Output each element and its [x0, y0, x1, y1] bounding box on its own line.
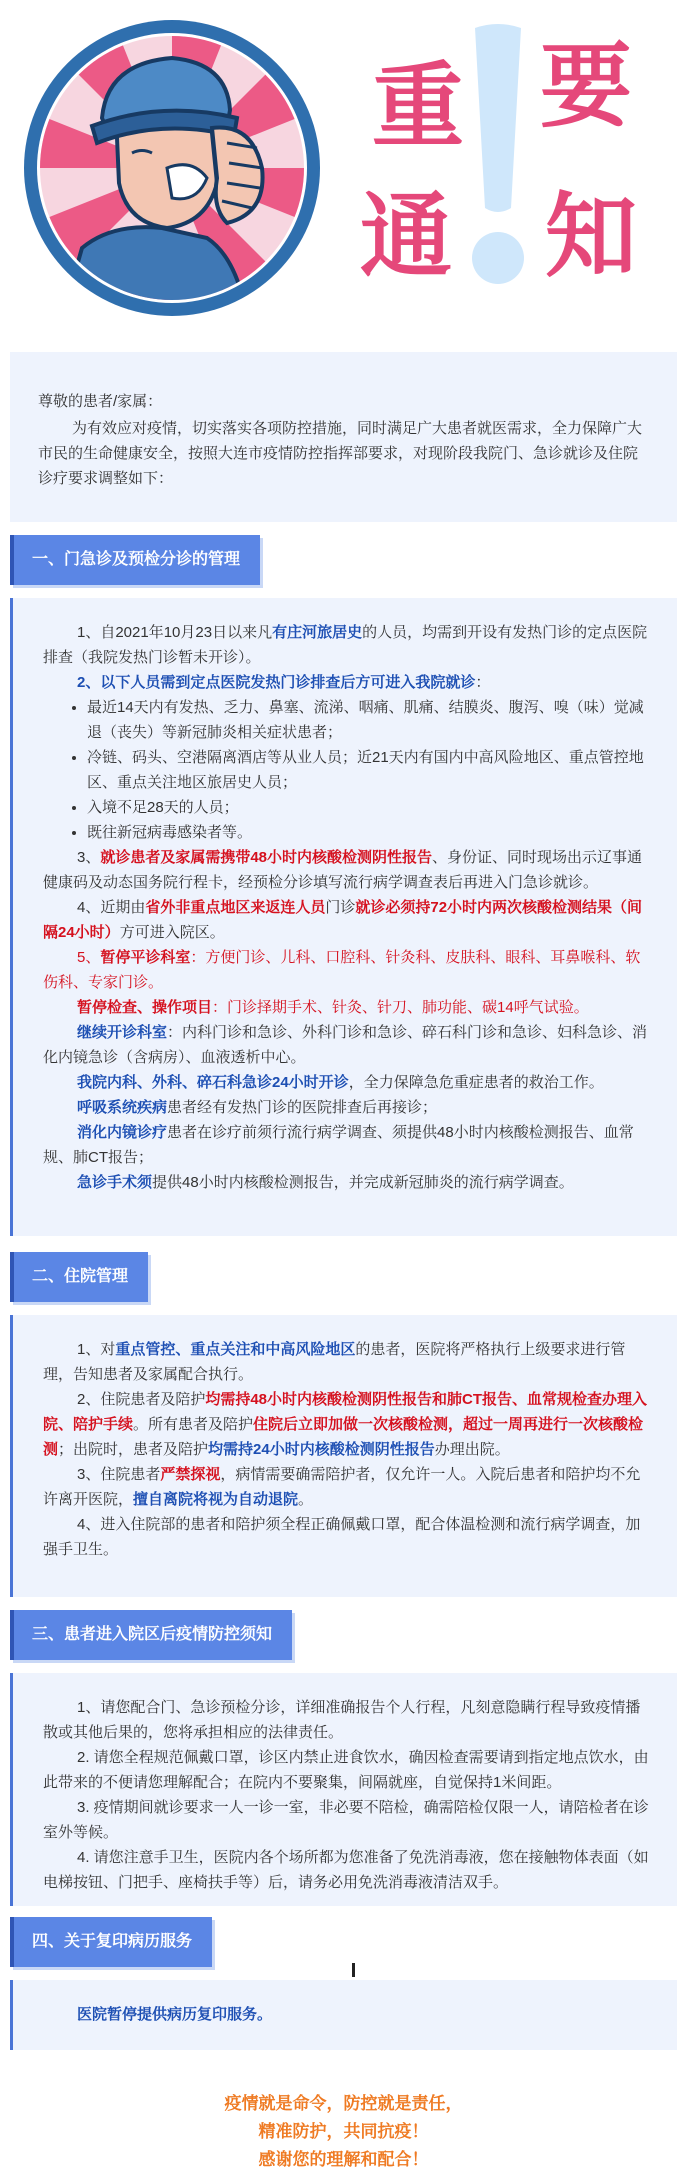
- title-char: 通: [360, 182, 453, 290]
- text-cursor: [352, 1963, 355, 1977]
- s2-paragraph: 3、住院患者严禁探视，病情需要确需陪护者，仅允许一人。入院后患者和陪护均不允许离开医院，擅自离院将视为自动退院。: [43, 1466, 641, 1508]
- s1-paragraph: 2、以下人员需到定点医院发热门诊排查后方可进入我院就诊：: [77, 674, 491, 691]
- greeting: 尊敬的患者/家属：: [38, 393, 163, 410]
- s2-paragraph: 2、住院患者及陪护均需持48小时内核酸检测阴性报告和肺CT报告、血常规检查办理入院、陪护手续。所有患者及陪护住院后立即加做一次核酸检测，超过一周再进行一次核酸检测；出院时，患者及陪护均需持24小时内核酸检测阴性报告办理出院。: [43, 1391, 648, 1458]
- list-item: • 既往新冠病毒感染者等。: [87, 820, 655, 845]
- title-char: 要: [540, 32, 633, 140]
- s2-paragraph: 1、对重点管控、重点关注和中高风险地区的患者，医院将严格执行上级要求进行管理，告知患者及家属配合执行。: [43, 1341, 626, 1383]
- section-title: 一、门急诊及预检分诊的管理: [10, 535, 260, 585]
- announcer-emblem-icon: [22, 18, 322, 318]
- s1-paragraph: 暂停检查、操作项目：门诊择期手术、针灸、针刀、肺功能、碳14呼气试验。: [77, 999, 589, 1016]
- closing-line: 精准防护，共同抗疫！: [258, 2122, 429, 2141]
- s4-paragraph: 医院暂停提供病历复印服务。: [77, 2006, 273, 2023]
- closing-message: [0, 2090, 687, 2174]
- section-1-box: [10, 598, 677, 1236]
- list-item: • 最近14天内有发热、乏力、鼻塞、流涕、咽痛、肌痛、结膜炎、腹泻、嗅（味）觉减退（丧失）等新冠肺炎相关症状患者；: [87, 695, 655, 745]
- title-char: 知: [545, 182, 638, 290]
- intro-body: 为有效应对疫情，切实落实各项防控措施，同时满足广大患者就医需求，全力保障广大市民的生命健康安全，按照大连市疫情防控指挥部要求，对现阶段我院门、急诊就诊及住院诊疗要求调整如下：: [38, 420, 643, 487]
- section-title: 三、患者进入院区后疫情防控须知: [10, 1610, 292, 1660]
- s1-paragraph: 我院内科、外科、碎石科急诊24小时开诊，全力保障急危重症患者的救治工作。: [77, 1074, 604, 1091]
- s1-paragraph: 1、自2021年10月23日以来凡有庄河旅居史的人员，均需到开设有发热门诊的定点医院排查（我院发热门诊暂未开诊）。: [43, 624, 648, 666]
- s3-paragraph: 4. 请您注意手卫生，医院内各个场所都为您准备了免洗消毒液，您在接触物体表面（如电梯按钮、门把手、座椅扶手等）后，请务必用免洗消毒液清洁双手。: [43, 1849, 649, 1891]
- s1-paragraph: 急诊手术须提供48小时内核酸检测报告，并完成新冠肺炎的流行病学调查。: [77, 1174, 574, 1191]
- closing-line: 疫情就是命令，防控就是责任，: [224, 2094, 463, 2113]
- section-4-box: [10, 1980, 677, 2050]
- s1-paragraph: 继续开诊科室：内科门诊和急诊、外科门诊和急诊、碎石科门诊和急诊、妇科急诊、消化内镜急诊（含病房）、血液透析中心。: [43, 1024, 648, 1066]
- important-notice-title: [350, 20, 670, 300]
- s3-paragraph: 1、请您配合门、急诊预检分诊，详细准确报告个人行程，凡刻意隐瞒行程导致疫情播散或其他后果的，您将承担相应的法律责任。: [43, 1699, 641, 1741]
- section-3-box: [10, 1673, 677, 1906]
- section-title: 二、住院管理: [10, 1252, 148, 1302]
- exclamation-icon: [463, 20, 533, 300]
- s1-paragraph: 4、近期由省外非重点地区来返连人员门诊就诊必须持72小时内两次核酸检测结果（间隔24小时）方可进入院区。: [43, 899, 643, 941]
- s1-paragraph: 呼吸系统疾病患者经有发热门诊的医院排查后再接诊；: [77, 1099, 438, 1116]
- s3-paragraph: 2. 请您全程规范佩戴口罩，诊区内禁止进食饮水，确因检查需要请到指定地点饮水，由此带来的不便请您理解配合；在院内不要聚集，间隔就座，自觉保持1米间距。: [43, 1749, 649, 1791]
- section-title: 四、关于复印病历服务: [10, 1917, 212, 1967]
- symptom-list: [43, 695, 655, 845]
- hero-banner: [0, 0, 687, 335]
- s3-paragraph: 3. 疫情期间就诊要求一人一诊一室，非必要不陪检，确需陪检仅限一人，请陪检者在诊室外等候。: [43, 1799, 649, 1841]
- section-2-box: [10, 1315, 677, 1597]
- title-char: 重: [372, 52, 465, 160]
- s1-paragraph: 5、暂停平诊科室：方便门诊、儿科、口腔科、针灸科、皮肤科、眼科、耳鼻喉科、软伤科、专家门诊。: [43, 949, 641, 991]
- list-item: • 入境不足28天的人员；: [87, 795, 655, 820]
- closing-line: 感谢您的理解和配合！: [258, 2150, 429, 2169]
- intro-box: [10, 352, 677, 522]
- s2-paragraph: 4、进入住院部的患者和陪护须全程正确佩戴口罩，配合体温检测和流行病学调查，加强手卫生。: [43, 1516, 641, 1558]
- s1-paragraph: 3、就诊患者及家属需携带48小时内核酸检测阴性报告、身份证、同时现场出示辽事通健康码及动态国务院行程卡，经预检分诊填写流行病学调查表后再进入门急诊就诊。: [43, 849, 643, 891]
- s1-paragraph: 消化内镜诊疗患者在诊疗前须行流行病学调查、须提供48小时内核酸检测报告、血常规、肺CT报告；: [43, 1124, 634, 1166]
- list-item: • 冷链、码头、空港隔离酒店等从业人员；近21天内有国内中高风险地区、重点管控地区、重点关注地区旅居史人员；: [87, 745, 655, 795]
